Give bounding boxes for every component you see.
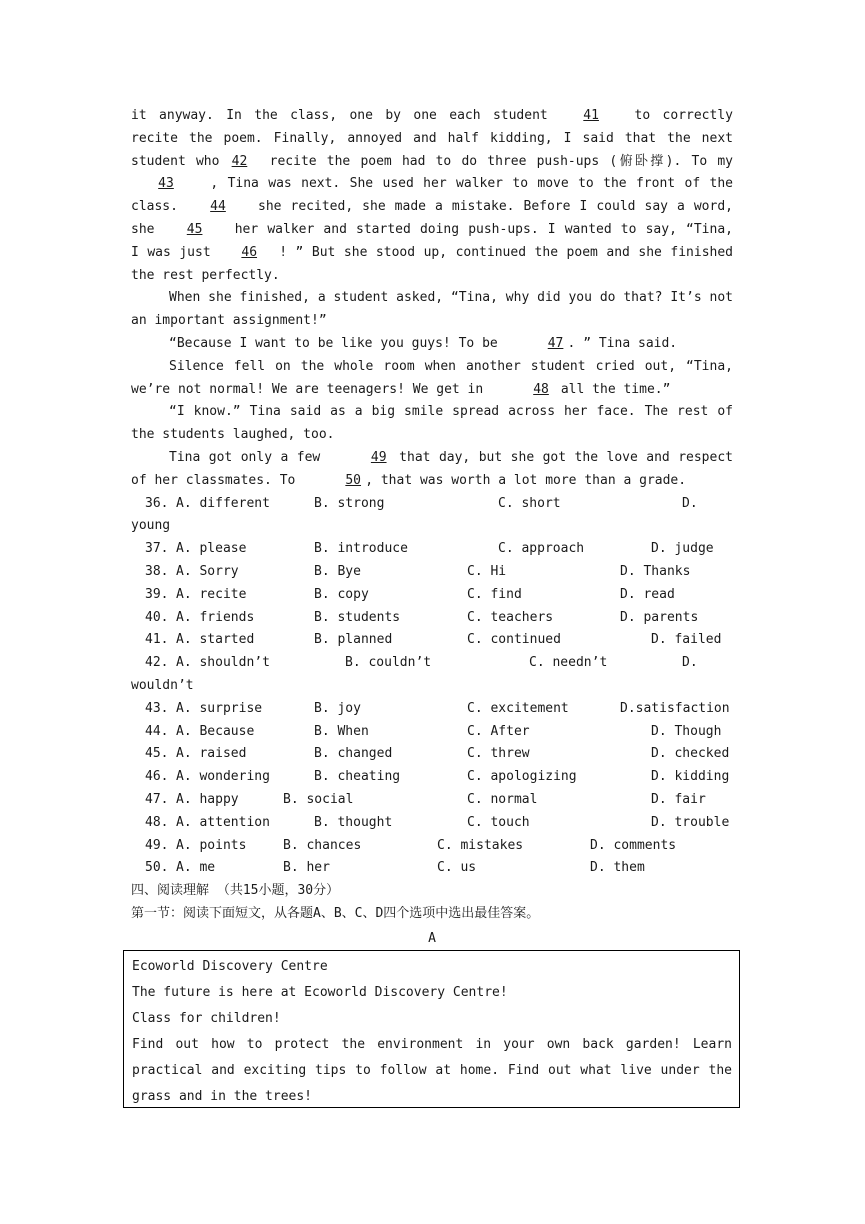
passage-text: Silence fell on the whole room when another student cried out, “Tina, we’re not normal! We are teenagers! We get in bbox=[131, 358, 733, 397]
question-number: 36. bbox=[145, 495, 169, 511]
option-row-38 bbox=[131, 561, 733, 584]
blank-44: 44 bbox=[210, 199, 226, 215]
option-a: A. Sorry bbox=[176, 563, 239, 579]
option-c: C. apologizing bbox=[467, 769, 577, 785]
option-a: A. recite bbox=[176, 586, 247, 602]
passage-text: recite the poem had to do three push-ups (俯卧撑). To my bbox=[259, 153, 733, 169]
option-a: A. friends bbox=[176, 609, 255, 625]
question-number: 50. bbox=[145, 860, 169, 876]
option-row-36 bbox=[131, 493, 733, 516]
option-d-wrap: young bbox=[131, 518, 171, 534]
question-number: 42. bbox=[145, 655, 169, 671]
option-b: B. planned bbox=[314, 632, 393, 648]
passage-text: ! ” But she stood up, continued the poem and she finished the rest perfectly. bbox=[131, 244, 734, 283]
option-a: A. please bbox=[176, 541, 247, 557]
option-d: D. checked bbox=[651, 746, 730, 762]
question-number: 48. bbox=[145, 814, 169, 830]
passage-paragraph-2: When she finished, a student asked, “Tina, why did you do that? It’s not an important assignment!” bbox=[131, 290, 733, 329]
cloze-passage-page bbox=[131, 105, 733, 962]
option-row-39 bbox=[131, 584, 733, 607]
option-a: A. surprise bbox=[176, 700, 263, 716]
passage-paragraph-3 bbox=[131, 333, 733, 356]
passage-text: it anyway. In the class, one by one each student bbox=[131, 108, 561, 123]
option-c: C. After bbox=[467, 723, 530, 739]
blank-49: 49 bbox=[370, 449, 387, 465]
question-number: 38. bbox=[145, 563, 169, 579]
option-a: A. attention bbox=[176, 814, 270, 830]
part-label: A bbox=[428, 930, 436, 946]
question-number: 37. bbox=[145, 541, 169, 557]
option-d: D. bbox=[682, 495, 698, 511]
option-c: C. threw bbox=[467, 746, 530, 762]
option-b: B. introduce bbox=[314, 541, 408, 557]
passage-paragraph-1 bbox=[131, 105, 733, 287]
passage-text: all the time.” bbox=[553, 381, 671, 397]
option-row-37 bbox=[131, 538, 733, 561]
passage-text: her walker and started doing push-ups. I wanted to say, “Tina, I was just bbox=[131, 221, 733, 260]
question-number: 43. bbox=[145, 700, 169, 716]
question-number: 46. bbox=[145, 769, 169, 785]
option-row-40 bbox=[131, 607, 733, 630]
notice-line: The future is here at Ecoworld Discovery Centre! bbox=[132, 985, 508, 1000]
passage-text: “Because I want to be like you guys! To be bbox=[169, 335, 506, 351]
option-a: A. started bbox=[176, 632, 255, 648]
option-d: D. comments bbox=[590, 837, 677, 853]
question-number: 44. bbox=[145, 723, 169, 739]
option-a: A. me bbox=[176, 860, 216, 876]
passage-text: , Tina was next. She used her walker to move to the front of the class. bbox=[131, 176, 733, 215]
option-row-42 bbox=[131, 652, 733, 675]
option-row-49 bbox=[131, 835, 733, 858]
passage-text: to correctly recite the poem. Finally, annoyed and half kidding, I said that the next student who bbox=[131, 108, 733, 169]
question-number: 45. bbox=[145, 746, 169, 762]
option-a: A. happy bbox=[176, 791, 239, 807]
blank-47: 47 bbox=[547, 335, 564, 351]
option-d: D. read bbox=[620, 586, 675, 602]
passage-paragraph-4 bbox=[131, 356, 733, 402]
blank-48: 48 bbox=[533, 381, 549, 397]
blank-50: 50 bbox=[345, 472, 362, 488]
option-b: B. When bbox=[314, 723, 369, 739]
question-number: 41. bbox=[145, 632, 169, 648]
option-c: C. Hi bbox=[467, 563, 507, 579]
blank-43: 43 bbox=[158, 176, 174, 192]
option-row-50 bbox=[131, 857, 733, 880]
notice-title: Ecoworld Discovery Centre bbox=[132, 959, 328, 974]
option-c: C. needn’t bbox=[529, 655, 608, 671]
option-d-wrap: wouldn’t bbox=[131, 677, 194, 693]
option-c: C. find bbox=[467, 586, 522, 602]
option-row-45 bbox=[131, 743, 733, 766]
option-c: C. approach bbox=[498, 541, 585, 557]
question-number: 39. bbox=[145, 586, 169, 602]
option-d: D. parents bbox=[620, 609, 699, 625]
option-b: B. cheating bbox=[314, 769, 401, 785]
option-a: A. shouldn’t bbox=[176, 655, 270, 671]
option-a: A. raised bbox=[176, 746, 247, 762]
option-a: A. different bbox=[176, 495, 270, 511]
passage-text: that day, but she got the love and respect of her classmates. To bbox=[131, 449, 733, 488]
option-b: B. copy bbox=[314, 586, 369, 602]
notice-paragraph: Find out how to protect the environment in your own back garden! Learn practical and exciting tips to follow at home. Find out what live under the grass and in the trees! bbox=[132, 1037, 732, 1104]
section-instruction: 第一节：阅读下面短文，从各题A、B、C、D四个选项中选出最佳答案。 bbox=[131, 905, 540, 921]
option-d: D. them bbox=[590, 860, 645, 876]
option-c: C. short bbox=[498, 495, 561, 511]
option-c: C. continued bbox=[467, 632, 561, 648]
passage-paragraph-6 bbox=[131, 447, 733, 493]
option-d: D. failed bbox=[651, 632, 722, 648]
option-b: B. joy bbox=[314, 700, 361, 716]
option-b: B. changed bbox=[314, 746, 393, 762]
passage-text: . ” Tina said. bbox=[567, 335, 678, 351]
passage-text: she recited, she made a mistake. Before I could say a word, she bbox=[131, 199, 733, 237]
option-row-41 bbox=[131, 629, 733, 652]
question-number: 40. bbox=[145, 609, 169, 625]
option-b: B. social bbox=[283, 791, 354, 807]
option-d: D. Though bbox=[651, 723, 722, 739]
option-c: C. us bbox=[437, 860, 477, 876]
option-b: B. thought bbox=[314, 814, 393, 830]
section-four-heading: 四、阅读理解 （共15小题，30分） bbox=[131, 883, 340, 899]
blank-41: 41 bbox=[583, 108, 599, 123]
option-c: C. mistakes bbox=[437, 837, 524, 853]
option-b: B. strong bbox=[314, 495, 385, 511]
option-d: D.satisfaction bbox=[620, 700, 730, 716]
option-d: D. Thanks bbox=[620, 563, 691, 579]
passage-text: , that was worth a lot more than a grade. bbox=[365, 472, 687, 488]
option-a: A. points bbox=[176, 837, 247, 853]
option-row-48 bbox=[131, 812, 733, 835]
option-row-47 bbox=[131, 789, 733, 812]
option-b: B. Bye bbox=[314, 563, 361, 579]
passage-text: Tina got only a few bbox=[169, 449, 329, 465]
option-c: C. excitement bbox=[467, 700, 569, 716]
option-row-43 bbox=[131, 698, 733, 721]
question-number: 49. bbox=[145, 837, 169, 853]
option-c: C. normal bbox=[467, 791, 538, 807]
blank-46: 46 bbox=[241, 244, 258, 260]
option-row-42-wrap bbox=[131, 675, 733, 698]
option-b: B. students bbox=[314, 609, 401, 625]
option-d: D. judge bbox=[651, 541, 714, 557]
option-a: A. wondering bbox=[176, 769, 270, 785]
question-number: 47. bbox=[145, 791, 169, 807]
notice-line: Class for children! bbox=[132, 1011, 281, 1026]
option-row-44 bbox=[131, 721, 733, 744]
option-b: B. couldn’t bbox=[345, 655, 432, 671]
blank-42: 42 bbox=[231, 153, 248, 169]
option-row-36-wrap bbox=[131, 515, 733, 538]
blank-45: 45 bbox=[186, 221, 203, 237]
option-c: C. teachers bbox=[467, 609, 554, 625]
notice-box bbox=[123, 950, 740, 1108]
option-d: D. fair bbox=[651, 791, 706, 807]
passage-paragraph-5: “I know.” Tina said as a big smile spread across her face. The rest of the students laughed, too. bbox=[131, 404, 733, 443]
option-d: D. trouble bbox=[651, 814, 730, 830]
option-d: D. kidding bbox=[651, 769, 730, 785]
option-a: A. Because bbox=[176, 723, 255, 739]
option-row-46 bbox=[131, 766, 733, 789]
option-b: B. her bbox=[283, 860, 330, 876]
answer-options bbox=[131, 493, 733, 881]
option-d: D. bbox=[682, 655, 698, 671]
option-b: B. chances bbox=[283, 837, 362, 853]
option-c: C. touch bbox=[467, 814, 530, 830]
